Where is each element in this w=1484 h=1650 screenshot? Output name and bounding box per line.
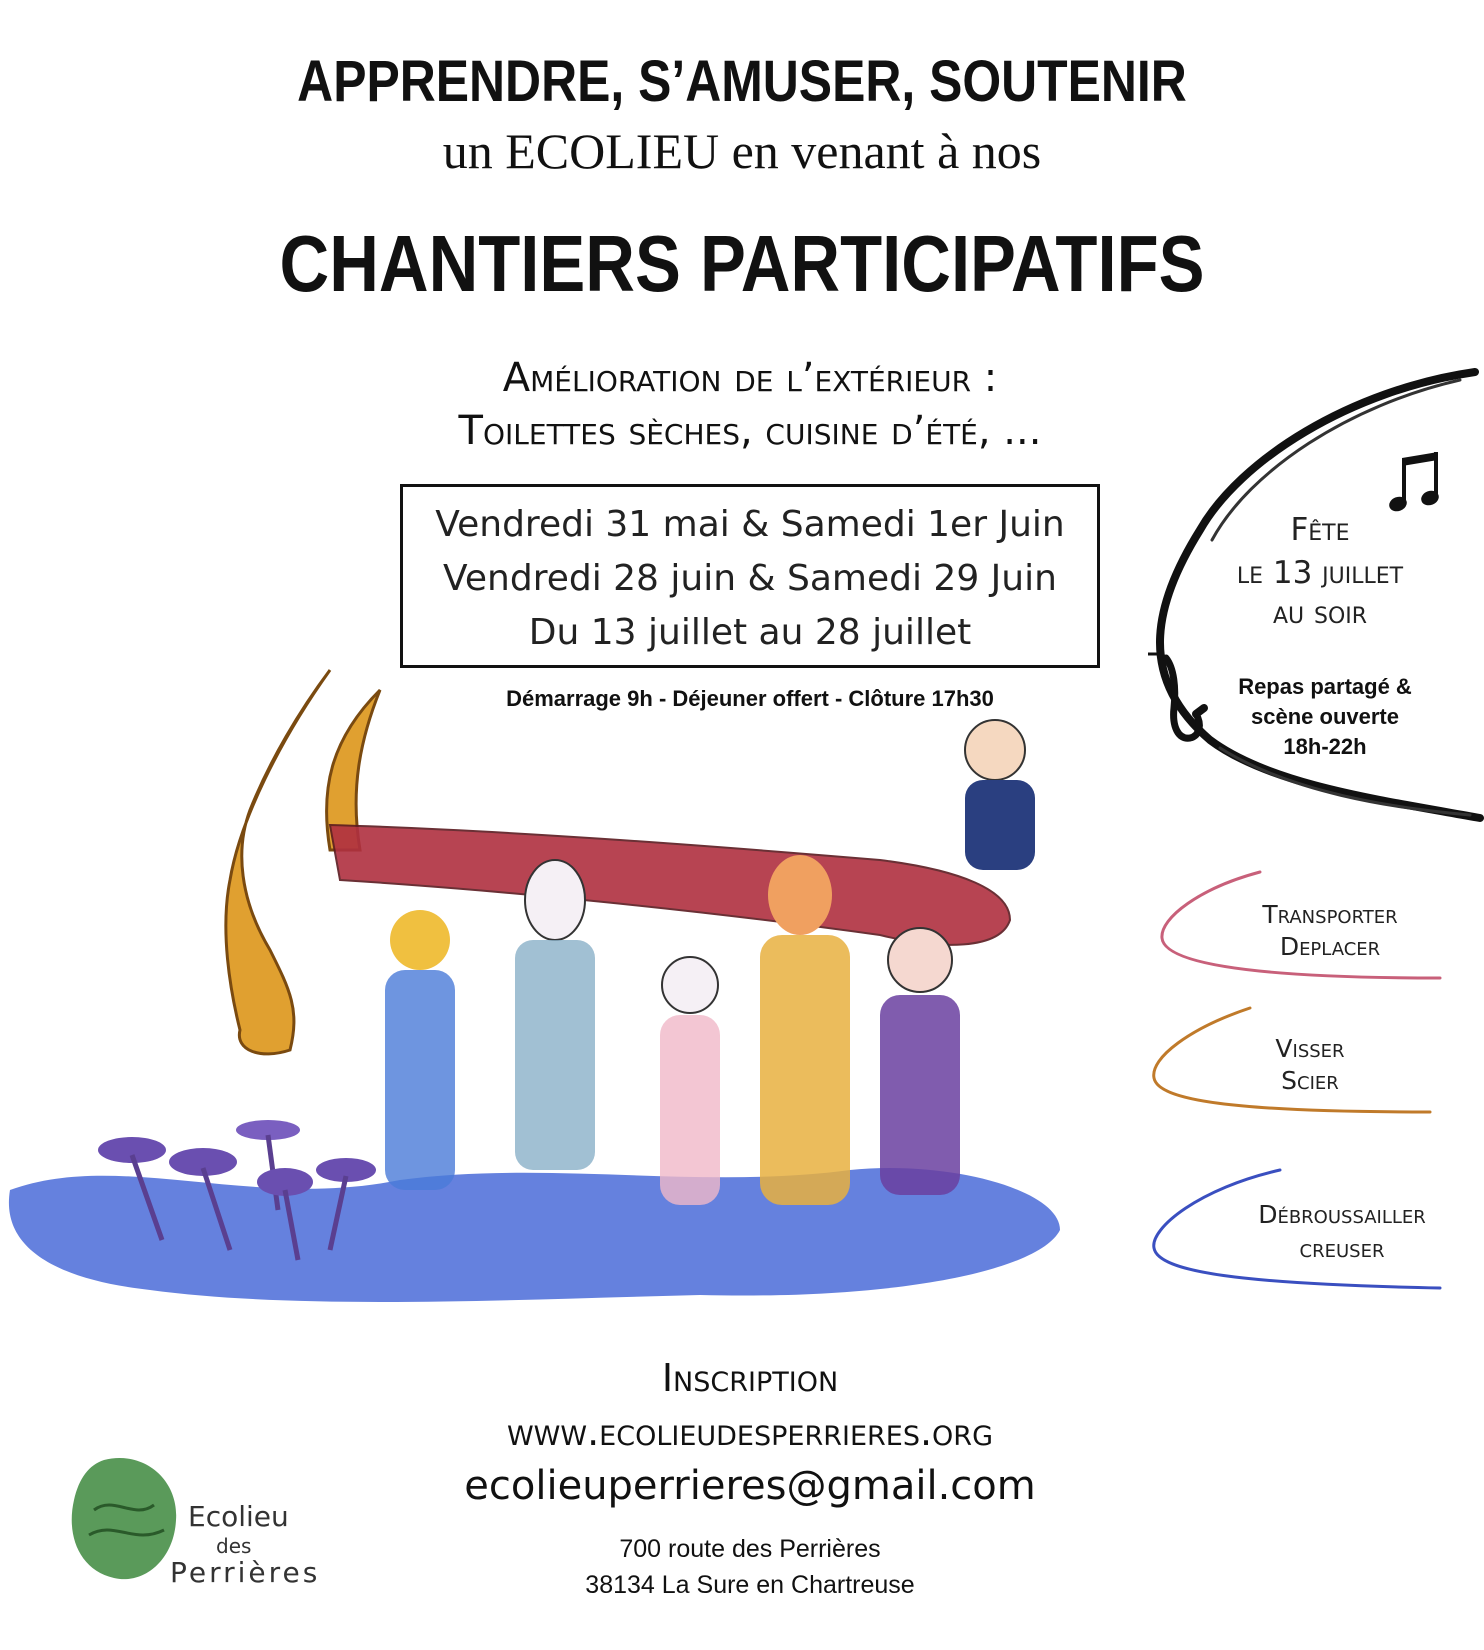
repas-line2: scène ouverte [1251, 704, 1399, 729]
fete-line3: au soir [1272, 595, 1368, 631]
task-3-line2: creuser [1299, 1234, 1385, 1263]
headline-line2-suffix: en venant à nos [719, 123, 1042, 179]
hours-info: Démarrage 9h - Déjeuner offert - Clôture 17h30 [506, 686, 994, 711]
headline-title: CHANTIERS PARTICIPATIFS [279, 219, 1205, 308]
task-1-line2: Deplacer [1279, 932, 1381, 961]
logo-blob [64, 1450, 184, 1590]
address-line1: 700 route des Perrières [619, 1535, 881, 1563]
subtitle-line2: Toilettes sèches, cuisine d’été, ... [458, 408, 1042, 454]
task-3-line1: Débroussailler [1258, 1200, 1426, 1229]
logo-text-line1: Ecolieu [188, 1500, 289, 1533]
task-2-line2: Scier [1281, 1066, 1339, 1095]
date-line-2: Vendredi 28 juin & Samedi 29 Juin [443, 558, 1057, 599]
saxophone-icon [1140, 648, 1210, 748]
inscription-title: Inscription [661, 1356, 839, 1400]
date-line-3: Du 13 juillet au 28 juillet [528, 612, 972, 653]
music-note-icon [1388, 448, 1448, 518]
inscription-website[interactable]: www.ecolieudesperrieres.org [506, 1410, 993, 1454]
headline-ecolieu: ECOLIEU [505, 123, 720, 179]
headline-line1: APPRENDRE, S’AMUSER, SOUTENIR [297, 49, 1187, 114]
subtitle-line1: Amélioration de l’extérieur : [502, 355, 998, 401]
task-curve-3 [1154, 1170, 1440, 1288]
fete-line2: le 13 juillet [1236, 555, 1404, 591]
address-line2: 38134 La Sure en Chartreuse [585, 1571, 915, 1599]
headline-line2-prefix: un [442, 123, 506, 179]
fete-line1: Fête [1290, 512, 1350, 548]
date-line-1: Vendredi 31 mai & Samedi 1er Juin [435, 504, 1065, 545]
logo-text-line2: des [216, 1534, 252, 1558]
inscription-email[interactable]: ecolieuperrieres@gmail.com [464, 1463, 1036, 1509]
task-1-line1: Transporter [1262, 900, 1398, 929]
hammer-illustration [0, 650, 1120, 1350]
task-2-line1: Visser [1275, 1034, 1345, 1063]
people-illustration [385, 720, 1035, 1205]
logo-text-line3: Perrières [170, 1556, 321, 1589]
repas-line3: 18h-22h [1283, 734, 1367, 759]
repas-line1: Repas partagé & [1238, 674, 1412, 699]
headline-line2 [0, 122, 1484, 180]
